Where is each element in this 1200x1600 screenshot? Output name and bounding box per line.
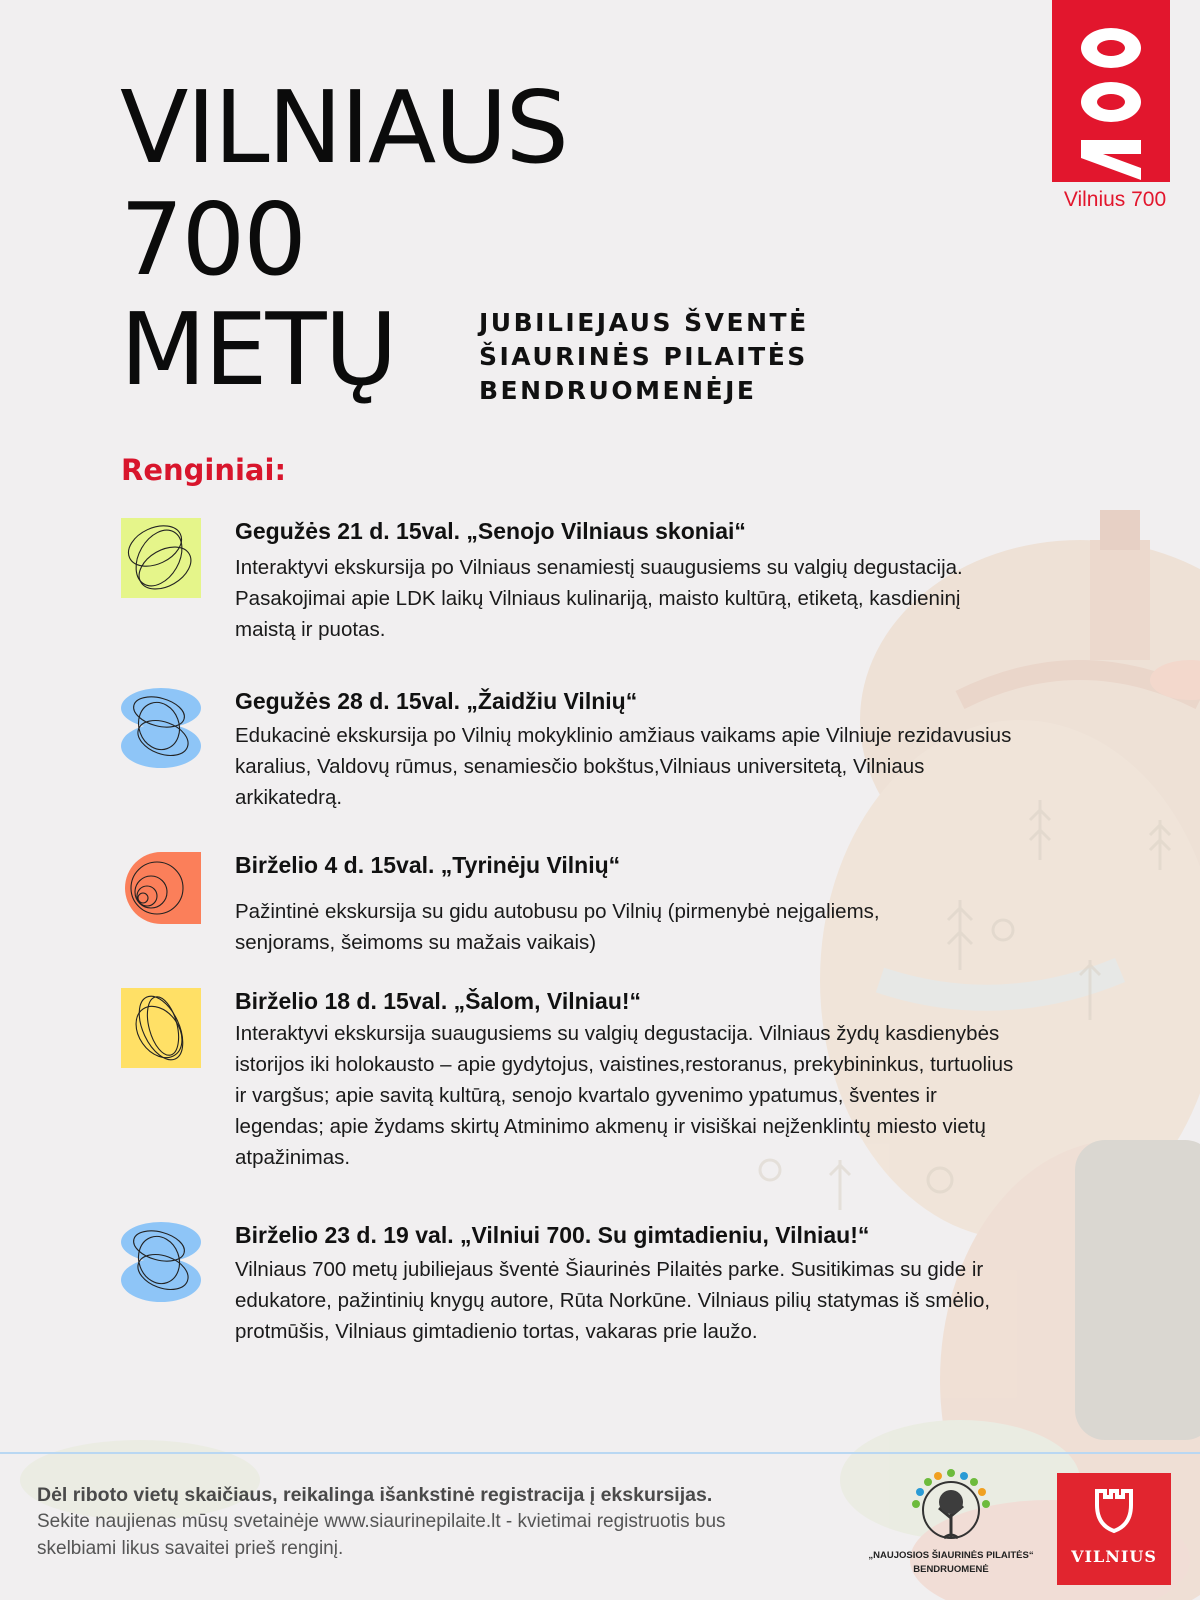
title-line-2: 700 [120, 181, 305, 298]
community-name: „NAUJOSIOS ŠIAURINĖS PILAITĖS“ [868, 1550, 1034, 1561]
event-desc-line: edukatore, pažintinių knygų autore, Rūta Norkūne. Vilniaus pilių statymas iš smėlio, [235, 1289, 991, 1312]
event-desc-line: istorijos iki holokausto – apie gydytojus, vaistines,restoranus, prekybininkus, turtuolius [235, 1053, 1014, 1076]
registration-notice: Dėl riboto vietų skaičiaus, reikalinga išankstinė registracija į ekskursijas. [37, 1484, 713, 1506]
event-desc-line: arkikatedrą. [235, 786, 343, 809]
event-desc-line: senjorams, šeimoms su mažais vaikais) [235, 931, 597, 954]
footer-line: skelbiami likus savaitei prieš renginį. [37, 1538, 344, 1559]
event-description [235, 896, 1125, 958]
event-description [235, 720, 1125, 813]
footer-line: Sekite naujienas mūsų svetainėje www.siaurinepilaite.lt - kvietimai registruotis bus [37, 1511, 726, 1532]
event-title: Gegužės 28 d. 15val. „Žaidžiu Vilnių“ [235, 688, 638, 714]
event-desc-line: Pasakojimai apie LDK laikų Vilniaus kulinariją, maisto kultūrą, etiketą, kasdieninį [235, 587, 961, 610]
event-desc-line: karalius, Valdovų rūmus, senamiesčio bokštus,Vilniaus universitetą, Vilniaus [235, 755, 925, 778]
community-logo [858, 1468, 1044, 1586]
event-desc-line: ir vargšus; apie savitą kultūrą, senojo kvartalo gyvenimo ypatumus, šventes ir [235, 1084, 937, 1107]
event-desc-line: atpažinimas. [235, 1146, 351, 1169]
subtitle-line-3: BENDRUOMENĖJE [479, 376, 757, 405]
event-desc-line: Interaktyvi ekskursija po Vilniaus senamiestį suaugusiems su valgių degustacija. [235, 556, 963, 579]
event-desc-line: Edukacinė ekskursija po Vilnių mokyklinio amžiaus vaikams apie Vilniuje rezidavusius [235, 724, 1012, 747]
subtitle-line-2: ŠIAURINĖS PILAITĖS [479, 342, 808, 371]
yellow-square-loops-icon [121, 988, 201, 1070]
orange-circles-icon [121, 852, 201, 934]
event-desc-line: protmūšis, Vilniaus gimtadienio tortas, vakaras prie laužo. [235, 1320, 758, 1343]
vilnius-badge-label: VILNIUS [1071, 1547, 1157, 1566]
event-desc-line: legendas; apie žydams skirtų Atminimo akmenų ir visiškai neįženklintų miesto vietų [235, 1115, 986, 1138]
event-description [235, 1254, 1125, 1347]
subtitle [479, 306, 809, 408]
event-title: Birželio 18 d. 15val. „Šalom, Vilniau!“ [235, 988, 642, 1014]
event-title: Gegužės 21 d. 15val. „Senojo Vilniaus skoniai“ [235, 518, 746, 544]
title-line-1: VILNIAUS [120, 69, 567, 186]
lime-square-loops-icon [121, 518, 201, 600]
vilnius-city-logo [1057, 1473, 1171, 1585]
event-description [235, 1018, 1125, 1173]
event-description [235, 552, 1125, 645]
community-sub: BENDRUOMENĖ [913, 1564, 989, 1575]
footer-info [37, 1508, 726, 1562]
section-heading: Renginiai: [121, 453, 287, 487]
footer-divider [0, 1452, 1200, 1454]
castle-tower-icon [1057, 1473, 1171, 1543]
blue-double-oval-icon [121, 1222, 201, 1304]
event-desc-line: Vilniaus 700 metų jubiliejaus šventė Šiaurinės Pilaitės parke. Susitikimas su gide ir [235, 1258, 984, 1281]
700-mark-icon [1052, 0, 1170, 182]
logo-label: Vilnius 700 [1063, 188, 1167, 211]
event-title: Birželio 4 d. 15val. „Tyrinėju Vilnių“ [235, 852, 621, 878]
vilnius-700-logo [1052, 0, 1170, 182]
event-desc-line: maistą ir puotas. [235, 618, 386, 641]
title-line-3: METŲ [120, 291, 396, 408]
event-desc-line: Interaktyvi ekskursija suaugusiems su valgių degustacija. Vilniaus žydų kasdienybės [235, 1022, 1000, 1045]
event-title: Birželio 23 d. 19 val. „Vilniui 700. Su gimtadieniu, Vilniau!“ [235, 1222, 870, 1248]
blue-double-oval-icon [121, 688, 201, 770]
tree-logo-icon [858, 1468, 1044, 1550]
subtitle-line-1: JUBILIEJAUS ŠVENTĖ [479, 308, 809, 337]
event-desc-line: Pažintinė ekskursija su gidu autobusu po Vilnių (pirmenybė neįgaliems, [235, 900, 880, 923]
